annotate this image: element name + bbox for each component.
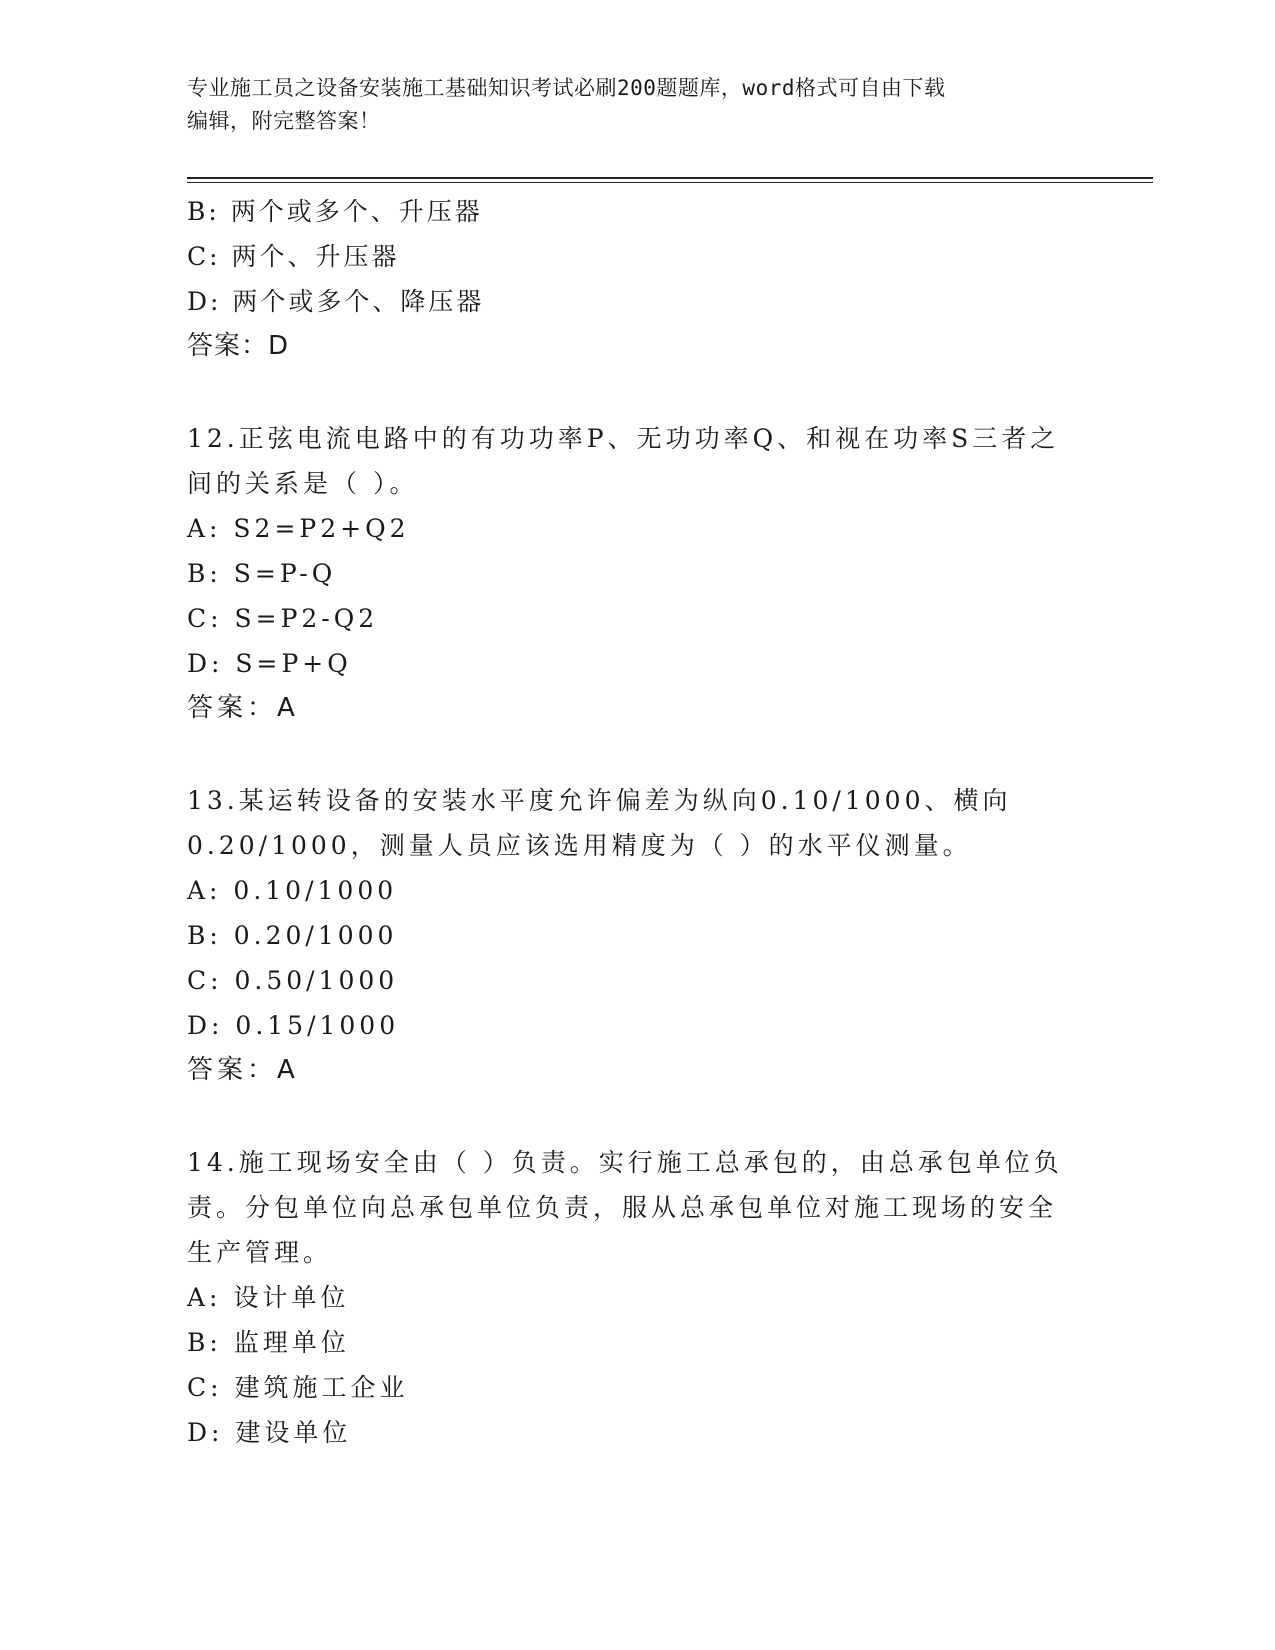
option-a: A: 0.10/1000 <box>187 876 398 905</box>
option-a: A: S2=P2+Q2 <box>187 514 410 543</box>
question-stem-line: 0.20/1000，测量人员应该选用精度为（ ）的水平仪测量。 <box>187 831 972 860</box>
question-stem-line: 责。分包单位向总承包单位负责，服从总承包单位对施工现场的安全 <box>187 1193 1058 1222</box>
answer-line: 答案：D <box>187 331 290 361</box>
prev-question <box>187 189 1087 369</box>
option-c: C: 两个、升压器 <box>187 242 400 271</box>
spacer <box>187 1093 1087 1140</box>
option-d: D: S=P+Q <box>187 649 352 678</box>
answer-line: 答案：A <box>187 1055 299 1085</box>
option-d: D: 两个或多个、降压器 <box>187 287 485 316</box>
header-divider-thick <box>187 177 1153 179</box>
option-d: D: 0.15/1000 <box>187 1011 400 1040</box>
option-b: B: 0.20/1000 <box>187 921 398 950</box>
option-c: C: 0.50/1000 <box>187 966 399 995</box>
option-a: A: 设计单位 <box>187 1283 350 1312</box>
header-title-line-1: 专业施工员之设备安装施工基础知识考试必刷200题题库，word格式可自由下载 <box>187 76 946 100</box>
document-header <box>187 72 1067 138</box>
option-b: B: 监理单位 <box>187 1328 350 1357</box>
header-divider-thin <box>187 182 1153 183</box>
spacer <box>187 369 1087 416</box>
question-list <box>187 189 1087 1455</box>
header-title-line-2: 编辑，附完整答案！ <box>187 109 381 133</box>
question-12 <box>187 416 1087 731</box>
question-13 <box>187 778 1087 1093</box>
question-stem-line: 13.某运转设备的安装水平度允许偏差为纵向0.10/1000、横向 <box>187 786 1012 815</box>
question-stem-line: 12.正弦电流电路中的有功功率P、无功功率Q、和视在功率S三者之 <box>187 424 1060 453</box>
option-b: B: S=P-Q <box>187 559 337 588</box>
option-b: B: 两个或多个、升压器 <box>187 197 483 226</box>
question-stem-line: 间的关系是（ ）。 <box>187 469 419 498</box>
question-14 <box>187 1140 1087 1455</box>
spacer <box>187 731 1087 778</box>
question-stem-line: 生产管理。 <box>187 1238 333 1267</box>
option-d: D: 建设单位 <box>187 1418 352 1447</box>
option-c: C: S=P2-Q2 <box>187 604 379 633</box>
answer-line: 答案：A <box>187 693 299 723</box>
question-stem-line: 14.施工现场安全由（ ）负责。实行施工总承包的，由总承包单位负 <box>187 1148 1063 1177</box>
option-c: C: 建筑施工企业 <box>187 1373 409 1402</box>
